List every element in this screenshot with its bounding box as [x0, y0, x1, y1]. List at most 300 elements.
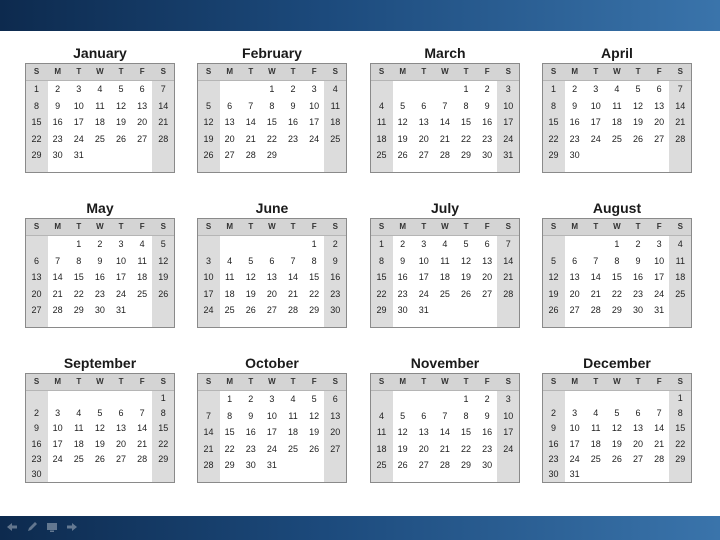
- day-cell: 6: [572, 255, 578, 266]
- day-cell: [261, 236, 282, 253]
- weekday-header: S: [33, 222, 40, 231]
- day-cell: 30: [31, 468, 42, 479]
- day-cell: 15: [73, 272, 84, 283]
- day-cell: [392, 391, 413, 408]
- day-cell: 12: [548, 272, 559, 283]
- day-cell: 8: [463, 410, 469, 421]
- day-cell: [434, 302, 455, 319]
- day-cell: 29: [548, 150, 559, 161]
- day-cell: 10: [266, 410, 277, 421]
- pen-icon[interactable]: [26, 521, 38, 533]
- week-row: [26, 406, 174, 421]
- day-cell: [498, 457, 519, 474]
- day-cell: 2: [34, 408, 40, 419]
- day-cell: [68, 391, 89, 406]
- day-cell: [585, 391, 606, 406]
- weekday-header: T: [290, 67, 296, 76]
- day-cell: 15: [675, 423, 686, 434]
- weekday-header: W: [268, 67, 276, 76]
- weekday-header-row: [371, 64, 519, 81]
- day-cell: 3: [311, 84, 317, 94]
- day-cell: [670, 467, 691, 482]
- day-cell: 20: [482, 272, 493, 283]
- day-cell: 30: [548, 468, 559, 479]
- day-cell: [240, 81, 261, 98]
- day-cell: [132, 147, 153, 164]
- day-cell: 6: [139, 84, 145, 94]
- day-cell: [585, 147, 606, 164]
- day-cell: 17: [569, 438, 580, 449]
- day-cell: 14: [288, 272, 299, 283]
- day-cell: 26: [309, 443, 320, 454]
- day-cell: 19: [245, 288, 256, 299]
- week-row: [26, 421, 174, 436]
- day-cell: 17: [654, 272, 665, 283]
- week-row: [26, 147, 174, 164]
- month-title: January: [73, 45, 127, 61]
- month-grid: [370, 373, 520, 483]
- week-row: [543, 269, 691, 286]
- weekday-header: S: [205, 67, 212, 76]
- weekday-header: F: [484, 67, 490, 76]
- weekday-header: T: [593, 377, 599, 386]
- week-row: [543, 391, 691, 406]
- day-cell: 8: [269, 100, 275, 111]
- day-cell: 24: [73, 133, 84, 144]
- day-cell: 29: [461, 460, 472, 471]
- weekday-header: W: [613, 67, 621, 76]
- day-cell: [283, 147, 304, 164]
- day-cell: 8: [34, 100, 40, 111]
- day-cell: 31: [503, 150, 514, 161]
- day-cell: 4: [677, 239, 683, 249]
- weeks: [26, 236, 174, 319]
- weekday-header-row: [26, 219, 174, 236]
- day-cell: 24: [116, 288, 127, 299]
- day-cell: [649, 391, 670, 406]
- day-cell: [89, 467, 110, 482]
- day-cell: 28: [158, 133, 169, 144]
- month-title: July: [430, 200, 459, 216]
- day-cell: 20: [418, 133, 429, 144]
- day-cell: [89, 147, 110, 164]
- weekday-header: W: [268, 377, 276, 386]
- day-cell: 24: [590, 133, 601, 144]
- day-cell: 29: [158, 453, 169, 464]
- day-cell: [111, 391, 132, 406]
- weekday-header: M: [54, 222, 62, 231]
- week-row: [26, 286, 174, 303]
- day-cell: 3: [55, 408, 61, 419]
- day-cell: 14: [158, 100, 169, 111]
- day-cell: 18: [590, 438, 601, 449]
- day-cell: 18: [73, 438, 84, 449]
- day-cell: 18: [611, 117, 622, 128]
- week-row: [198, 302, 346, 319]
- day-cell: [111, 147, 132, 164]
- day-cell: [325, 147, 346, 164]
- week-row: [26, 253, 174, 270]
- day-cell: 15: [376, 272, 387, 283]
- day-cell: 2: [551, 408, 557, 419]
- week-row: [371, 114, 519, 131]
- day-cell: 11: [74, 423, 84, 434]
- day-cell: 23: [245, 443, 256, 454]
- week-row: [371, 236, 519, 253]
- weekday-header: F: [656, 67, 662, 76]
- weekday-header: M: [226, 222, 234, 231]
- day-cell: 23: [569, 133, 580, 144]
- day-cell: [434, 391, 455, 408]
- day-cell: 11: [137, 255, 147, 266]
- day-cell: 12: [94, 423, 105, 434]
- weekday-header: T: [248, 222, 254, 231]
- weeks: [543, 81, 691, 164]
- day-cell: 11: [376, 117, 387, 128]
- weekday-header: T: [463, 222, 469, 231]
- weekday-header: W: [613, 377, 621, 386]
- day-cell: 1: [614, 239, 620, 249]
- day-cell: 19: [633, 117, 644, 128]
- weekday-header: W: [96, 67, 104, 76]
- day-cell: 14: [503, 255, 514, 266]
- day-cell: 20: [330, 427, 341, 438]
- day-cell: 15: [224, 427, 235, 438]
- day-cell: 11: [675, 255, 685, 266]
- weekday-header-row: [26, 374, 174, 391]
- month-grid: [197, 373, 347, 483]
- day-cell: 6: [635, 408, 641, 419]
- day-cell: 15: [31, 117, 42, 128]
- day-cell: 10: [503, 100, 514, 111]
- week-row: [198, 286, 346, 303]
- day-cell: 7: [55, 255, 61, 266]
- day-cell: 22: [461, 133, 472, 144]
- day-cell: 26: [633, 133, 644, 144]
- day-cell: 25: [288, 443, 299, 454]
- day-cell: 26: [397, 460, 408, 471]
- weekday-header-row: [371, 219, 519, 236]
- day-cell: [198, 81, 219, 98]
- day-cell: 16: [482, 427, 493, 438]
- day-cell: 7: [248, 100, 254, 111]
- day-cell: 21: [203, 443, 214, 454]
- weekday-header: T: [463, 67, 469, 76]
- day-cell: 5: [97, 408, 103, 419]
- weekday-header: F: [484, 222, 490, 231]
- day-cell: 30: [633, 305, 644, 316]
- day-cell: 7: [677, 84, 683, 94]
- weekday-header: W: [441, 67, 449, 76]
- day-cell: 19: [158, 272, 169, 283]
- day-cell: 16: [288, 117, 299, 128]
- day-cell: 31: [418, 305, 429, 316]
- day-cell: 17: [309, 117, 320, 128]
- day-cell: 1: [551, 84, 557, 94]
- day-cell: 19: [611, 438, 622, 449]
- weekday-header: S: [160, 222, 166, 231]
- week-row: [543, 98, 691, 115]
- day-cell: 14: [590, 272, 601, 283]
- day-cell: 30: [482, 150, 493, 161]
- day-cell: 19: [397, 443, 408, 454]
- day-cell: 16: [633, 272, 644, 283]
- day-cell: [153, 147, 174, 164]
- day-cell: 27: [569, 305, 580, 316]
- week-row: [371, 98, 519, 115]
- day-cell: 19: [309, 427, 320, 438]
- day-cell: 22: [158, 438, 169, 449]
- screen-icon[interactable]: [46, 521, 58, 533]
- day-cell: [628, 391, 649, 406]
- week-row: [198, 269, 346, 286]
- weekday-header: S: [378, 222, 385, 231]
- week-row: [26, 269, 174, 286]
- day-cell: 27: [330, 443, 341, 454]
- forward-arrow-icon[interactable]: [66, 521, 78, 533]
- day-cell: 20: [633, 438, 644, 449]
- day-cell: 23: [330, 288, 341, 299]
- day-cell: 21: [288, 288, 299, 299]
- day-cell: 30: [245, 460, 256, 471]
- week-row: [198, 98, 346, 115]
- day-cell: [371, 81, 392, 98]
- day-cell: 25: [590, 453, 601, 464]
- day-cell: 16: [31, 438, 42, 449]
- weekday-header: T: [118, 67, 124, 76]
- day-cell: 23: [482, 133, 493, 144]
- day-cell: [153, 302, 174, 319]
- week-row: [26, 98, 174, 115]
- top-banner: [0, 0, 720, 31]
- day-cell: 6: [421, 410, 427, 421]
- day-cell: 4: [442, 239, 448, 249]
- weekday-header: F: [484, 377, 490, 386]
- day-cell: 11: [591, 423, 601, 434]
- day-cell: 22: [309, 288, 320, 299]
- weekday-header: T: [76, 67, 82, 76]
- day-cell: 18: [137, 272, 148, 283]
- day-cell: 2: [248, 394, 254, 404]
- day-cell: 22: [73, 288, 84, 299]
- day-cell: 22: [461, 443, 472, 454]
- day-cell: 10: [418, 255, 429, 266]
- weekday-header: M: [54, 377, 62, 386]
- day-cell: 21: [52, 288, 63, 299]
- day-cell: 25: [611, 133, 622, 144]
- day-cell: 15: [548, 117, 559, 128]
- day-cell: 27: [116, 453, 127, 464]
- day-cell: [606, 391, 627, 406]
- day-cell: 25: [224, 305, 235, 316]
- day-cell: 30: [482, 460, 493, 471]
- month-title: May: [86, 200, 114, 216]
- day-cell: 13: [31, 272, 42, 283]
- day-cell: 25: [94, 133, 105, 144]
- month-title: August: [592, 200, 642, 216]
- day-cell: 1: [677, 393, 683, 403]
- day-cell: 1: [463, 84, 469, 94]
- weekday-header: M: [571, 377, 579, 386]
- day-cell: 25: [137, 288, 148, 299]
- day-cell: 29: [461, 150, 472, 161]
- day-cell: 28: [203, 460, 214, 471]
- day-cell: 12: [397, 427, 408, 438]
- day-cell: [649, 467, 670, 482]
- day-cell: 19: [203, 133, 214, 144]
- weekday-header: F: [311, 377, 317, 386]
- day-cell: 1: [227, 394, 233, 404]
- day-cell: 23: [31, 453, 42, 464]
- day-cell: 6: [332, 394, 338, 404]
- day-cell: 2: [484, 394, 490, 404]
- day-cell: 7: [139, 408, 145, 419]
- day-cell: 21: [245, 133, 256, 144]
- day-cell: 10: [73, 100, 84, 111]
- day-cell: 24: [569, 453, 580, 464]
- week-row: [26, 437, 174, 452]
- day-cell: 12: [158, 255, 169, 266]
- day-cell: 6: [227, 100, 233, 111]
- week-row: [543, 421, 691, 436]
- day-cell: 2: [572, 84, 578, 94]
- day-cell: 3: [118, 239, 124, 249]
- day-cell: 4: [139, 239, 145, 249]
- day-cell: 24: [654, 288, 665, 299]
- day-cell: 13: [418, 117, 429, 128]
- day-cell: 12: [611, 423, 622, 434]
- day-cell: 21: [654, 438, 665, 449]
- day-cell: 16: [482, 117, 493, 128]
- day-cell: 16: [94, 272, 105, 283]
- month-grid: [25, 373, 175, 483]
- month-title: September: [63, 355, 137, 371]
- day-cell: 17: [418, 272, 429, 283]
- weekday-header: M: [571, 67, 579, 76]
- day-cell: 12: [309, 410, 320, 421]
- day-cell: 19: [397, 133, 408, 144]
- day-cell: 7: [290, 255, 296, 266]
- week-row: [543, 437, 691, 452]
- weekday-header: T: [118, 222, 124, 231]
- week-row: [26, 391, 174, 406]
- day-cell: 12: [461, 255, 472, 266]
- day-cell: [283, 457, 304, 474]
- day-cell: 28: [654, 453, 665, 464]
- month-grid: [25, 63, 175, 173]
- week-row: [543, 131, 691, 148]
- day-cell: 18: [439, 272, 450, 283]
- month-grid: [197, 218, 347, 328]
- weekday-header: S: [505, 377, 511, 386]
- day-cell: 1: [311, 239, 317, 249]
- day-cell: 20: [137, 117, 148, 128]
- day-cell: 8: [311, 255, 317, 266]
- day-cell: 26: [461, 288, 472, 299]
- back-arrow-icon[interactable]: [6, 521, 18, 533]
- day-cell: 3: [505, 84, 511, 94]
- day-cell: 6: [118, 408, 124, 419]
- day-cell: 27: [224, 150, 235, 161]
- weekday-header: T: [248, 67, 254, 76]
- weekday-header: T: [421, 222, 427, 231]
- day-cell: 28: [52, 305, 63, 316]
- week-row: [371, 147, 519, 164]
- weeks: [371, 236, 519, 319]
- day-cell: 27: [137, 133, 148, 144]
- weeks: [371, 391, 519, 474]
- day-cell: [240, 236, 261, 253]
- day-cell: [304, 457, 325, 474]
- day-cell: 5: [311, 394, 317, 404]
- day-cell: 12: [397, 117, 408, 128]
- day-cell: 24: [266, 443, 277, 454]
- day-cell: 9: [572, 100, 578, 111]
- day-cell: [456, 302, 477, 319]
- weekday-header: S: [677, 222, 683, 231]
- day-cell: 24: [503, 443, 514, 454]
- weekday-header: S: [550, 222, 557, 231]
- week-row: [198, 391, 346, 408]
- day-cell: [585, 467, 606, 482]
- day-cell: 4: [290, 394, 296, 404]
- weekday-header: S: [33, 67, 40, 76]
- week-row: [543, 81, 691, 98]
- day-cell: 9: [248, 410, 254, 421]
- day-cell: 14: [52, 272, 63, 283]
- week-row: [543, 467, 691, 482]
- day-cell: 14: [137, 423, 148, 434]
- weekday-header: T: [463, 377, 469, 386]
- day-cell: 2: [97, 239, 103, 249]
- day-cell: 30: [52, 150, 63, 161]
- day-cell: [47, 236, 68, 253]
- day-cell: 17: [266, 427, 277, 438]
- month-grid: [542, 218, 692, 328]
- weekday-header: T: [593, 222, 599, 231]
- weekday-header: M: [399, 377, 407, 386]
- day-cell: [498, 302, 519, 319]
- day-cell: [564, 236, 585, 253]
- day-cell: 17: [590, 117, 601, 128]
- day-cell: [47, 391, 68, 406]
- day-cell: 1: [76, 239, 82, 249]
- day-cell: 17: [116, 272, 127, 283]
- slideshow-nav-icons: [6, 521, 78, 533]
- weekday-header-row: [198, 64, 346, 81]
- day-cell: 25: [439, 288, 450, 299]
- week-row: [198, 408, 346, 425]
- weekday-header: M: [399, 222, 407, 231]
- week-row: [371, 286, 519, 303]
- day-cell: 10: [569, 423, 580, 434]
- week-row: [371, 408, 519, 425]
- weekday-header: S: [677, 377, 683, 386]
- day-cell: 27: [654, 133, 665, 144]
- day-cell: 13: [418, 427, 429, 438]
- day-cell: [132, 302, 153, 319]
- day-cell: [670, 147, 691, 164]
- day-cell: 3: [505, 394, 511, 404]
- day-cell: 27: [633, 453, 644, 464]
- day-cell: 16: [569, 117, 580, 128]
- week-row: [198, 147, 346, 164]
- weekday-header: S: [550, 377, 557, 386]
- day-cell: 15: [266, 117, 277, 128]
- month-title: October: [245, 355, 299, 371]
- day-cell: 14: [654, 423, 665, 434]
- day-cell: 29: [266, 150, 277, 161]
